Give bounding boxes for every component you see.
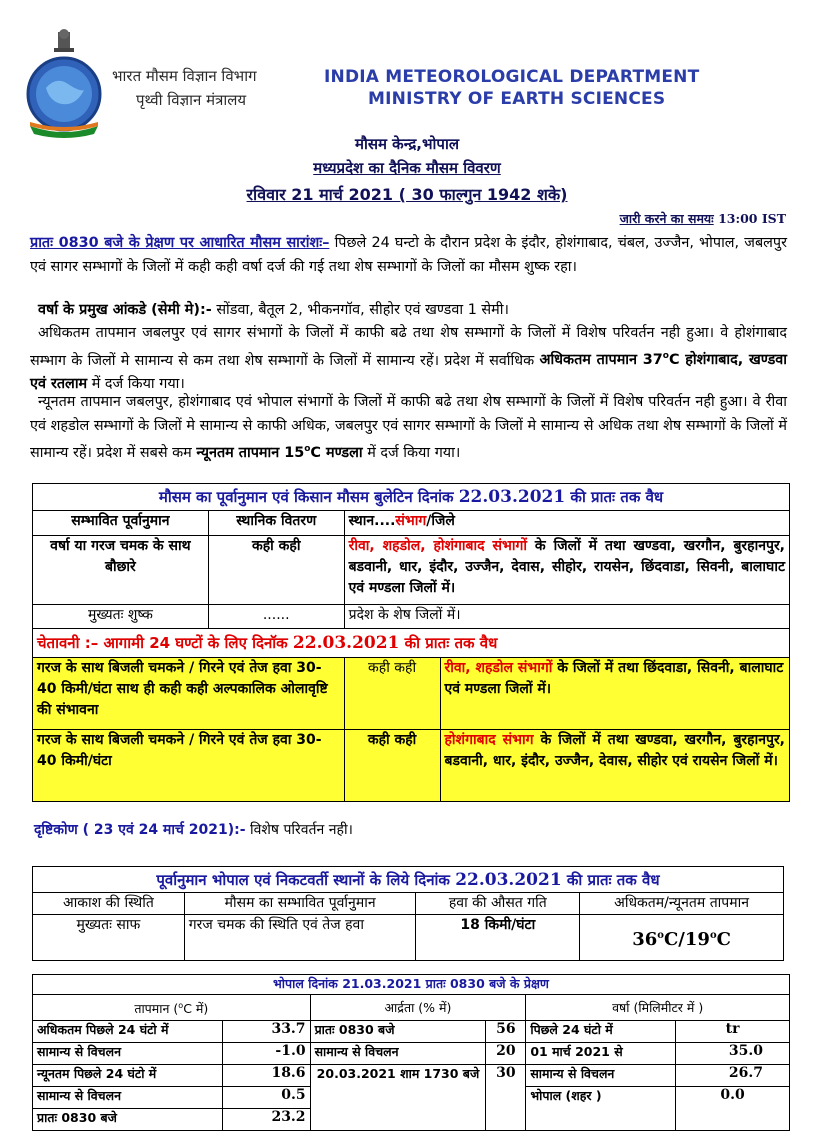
forecast-row1-distribution: कही कही <box>208 536 344 605</box>
observation-humidity-header: आर्द्रता (% में) <box>310 995 526 1021</box>
temp-row-label: प्रातः 0830 बजे <box>33 1109 223 1131</box>
degree-mark: o <box>304 444 311 454</box>
issue-label: जारी करने का समयः <box>619 211 714 226</box>
bhopal-header-wind: हवा की औसत गति <box>416 893 580 915</box>
max-temp-paragraph <box>30 322 787 396</box>
max-temp-end: में दर्ज किया गया। <box>91 375 185 392</box>
forecast-header-places-a: स्थान.... <box>348 513 396 529</box>
forecast-header-forecast: सम्भावित पूर्वानुमान <box>33 511 209 536</box>
bhopal-wind-value: 18 किमी/घंटा <box>416 915 580 961</box>
bhopal-title-a: पूर्वानुमान भोपाल एवं निकटवर्ती स्थानों के लिये दिनांक <box>156 870 450 889</box>
degree-mark: o <box>657 929 664 941</box>
forecast-title-date: 22.03.2021 <box>458 486 566 507</box>
globe-icon <box>28 58 100 130</box>
header-english-line2: MINISTRY OF EARTH SCIENCES <box>368 89 666 109</box>
forecast-row2-places: प्रदेश के शेष जिलों में। <box>344 605 789 629</box>
summary-text: पिछले 24 घन्टो के दौरान प्रदेश के इंदौर, होशंगाबाद, चंबल, उज्जैन, भोपाल, जबलपुर एवं सागर सम्भागों के जिलों में कही कही वर्षा दर्ज की गई तथा शेष सम्भागों के जिलों का मौसम शुष्क रहा। <box>30 235 787 275</box>
humidity-row-label: प्रातः 0830 बजे <box>310 1021 486 1043</box>
bhopal-title-b: की प्रातः तक वैध <box>566 870 660 889</box>
summary-heading: प्रातः 0830 बजे के प्रेक्षण पर आधारित मौसम सारांशः– <box>30 235 330 251</box>
issue-time <box>620 210 786 227</box>
bhopal-temp-min: 19 <box>684 928 710 950</box>
min-temp-text: न्यूनतम तापमान जबलपुर, होशंगाबाद एवं भोपाल संभागों के जिलों में काफी बढे तथा शेष सम्भागों के जिलों में विशेष परिवर्तन नही हुआ। वे रीवा एवं शहडोल सम्भागों के जिलों मे सामान्य से काफी अधिक, जबलपुर एवं सागर सम्भागों के जिलों मे सामान्य से अधिक तथा शेष सम्भागों के जिलों में सामान्य रहें। प्रदेश में सबसे कम <box>30 394 787 461</box>
forecast-row1-forecast: वर्षा या गरज चमक के साथ बौछारे <box>33 536 209 605</box>
forecast-title-a: मौसम का पूर्वानुमान एवं किसान मौसम बुलेटिन दिनांक <box>158 487 454 506</box>
min-temp-paragraph <box>30 391 787 465</box>
warning-row2-places-rest: के जिलों में तथा खण्डवा, खरगौन, बुरहानपुर, बडवानी, धार, इंदौर, उज्जैन, देवास, सीहोर एवं रायसेन जिलों में। <box>444 732 785 769</box>
bhopal-forecast-table <box>32 866 784 961</box>
rain-row-label: पिछले 24 घंटो में <box>526 1021 676 1043</box>
centre-title: मौसम केन्द्र,भोपाल <box>354 135 459 153</box>
warning-row1-phenomenon: गरज के साथ बिजली चमकने / गिरने एवं तेज हवा 30-40 किमी/घंटा साथ ही कही कही अल्पकालिक ओलावृष्टि की संभावना <box>33 658 345 730</box>
forecast-row1-places-red: रीवा, शहडोल, होशंगाबाद संभागों <box>348 538 527 554</box>
temp-row-value: -1.0 <box>222 1043 310 1065</box>
header-hindi-line1: भारत मौसम विज्ञान विभाग <box>112 67 257 85</box>
warning-row2-places-red: होशंगाबाद संभाग <box>444 732 534 748</box>
temp-row-value: 18.6 <box>222 1065 310 1087</box>
humidity-row-value: 30 <box>486 1065 526 1131</box>
max-temp-text: अधिकतम तापमान जबलपुर एवं सागर संभागों के जिलों में काफी बढे तथा शेष सम्भागों के जिलों में विशेष परिवर्तन नही हुआ। वे होशंगाबाद सम्भाग के जिलों मे सामान्य से कम तथा शेष सम्भागों के जिलों में सामान्य रहें। प्रदेश में सर्वाधिक <box>30 325 787 369</box>
warning-row1-places-rest: के जिलों में तथा छिंदवाडा, सिवनी, बालाघाट एवं मण्डला जिलों में। <box>444 660 784 697</box>
rain-stats <box>38 299 788 323</box>
bhopal-header-weather: मौसम का सम्भावित पूर्वानुमान <box>184 893 416 915</box>
rain-row-value: 26.7 <box>676 1065 790 1087</box>
min-temp-highlight <box>196 445 362 461</box>
degree-mark: o <box>662 351 669 362</box>
forecast-header-places-c: /जिले <box>426 513 455 529</box>
bhopal-header-temp: अधिकतम/न्यूनतम तापमान <box>580 893 784 915</box>
rain-row-value: 0.0 <box>676 1087 790 1131</box>
warning-row2-distribution: कही कही <box>344 730 440 802</box>
rain-row-label: भोपाल (शहर ) <box>526 1087 676 1131</box>
forecast-row2-distribution: ...... <box>208 605 344 629</box>
rain-row-value: 35.0 <box>676 1043 790 1065</box>
min-temp-highlight-a: न्यूनतम तापमान 15 <box>196 444 305 461</box>
outlook-label: दृष्टिकोण ( 23 एवं 24 मार्च 2021):- <box>34 822 246 838</box>
header-hindi-line2: पृथ्वी विज्ञान मंत्रालय <box>136 91 247 109</box>
forecast-row2-forecast: मुख्यतः शुष्क <box>33 605 209 629</box>
temp-row-value: 33.7 <box>222 1021 310 1043</box>
temp-header-b: C में) <box>183 1001 209 1017</box>
bhopal-header-sky: आकाश की स्थिति <box>33 893 185 915</box>
temp-row-label: अधिकतम पिछले 24 घंटो में <box>33 1021 223 1043</box>
warning-title-a: चेतावनी :– आगामी 24 घण्टों के लिए दिनॉक <box>37 633 288 652</box>
humidity-row-label: सामान्य से विचलन <box>310 1043 486 1065</box>
warning-row1-places-red: रीवा, शहडोल संभागों <box>444 660 553 676</box>
bhopal-title-date: 22.03.2021 <box>455 869 562 890</box>
degree-mark: o <box>709 929 717 941</box>
warning-row2-phenomenon: गरज के साथ बिजली चमकने / गिरने एवं तेज हवा 30-40 किमी/घंटा <box>33 730 345 802</box>
temp-header-a: तापमान ( <box>134 1001 179 1017</box>
bhopal-weather-value: गरज चमक की स्थिति एवं तेज हवा <box>184 915 416 961</box>
observation-rain-header: वर्षा (मिलिमीटर में ) <box>526 995 790 1021</box>
report-date: रविवार 21 मार्च 2021 ( 30 फाल्गुन 1942 शके) <box>246 185 568 204</box>
bhopal-forecast-title <box>33 867 784 893</box>
temp-row-label: न्यूनतम पिछले 24 घंटो में <box>33 1065 223 1087</box>
temp-row-value: 23.2 <box>222 1109 310 1131</box>
rain-row-label: 01 मार्च 2021 से <box>526 1043 676 1065</box>
humidity-row-label: 20.03.2021 शाम 1730 बजे <box>310 1065 486 1131</box>
summary-paragraph <box>30 232 787 279</box>
bhopal-temp-value <box>580 915 784 961</box>
rain-stats-text: सोंडवा, बैतूल 2, भीकनगॉव, सीहोर एवं खण्डवा 1 सेमी। <box>216 302 509 318</box>
warning-row1-places <box>440 658 790 730</box>
forecast-title <box>33 484 790 511</box>
min-temp-highlight-b: C मण्डला <box>310 444 363 461</box>
forecast-title-b: की प्रातः तक वैध <box>570 487 664 506</box>
warning-row2-places <box>440 730 790 802</box>
temp-row-label: सामान्य से विचलन <box>33 1087 223 1109</box>
warning-title-date: 22.03.2021 <box>292 632 400 653</box>
degree-mark: o <box>178 1001 184 1011</box>
forecast-table <box>32 483 790 802</box>
forecast-header-distribution: स्थानिक वितरण <box>208 511 344 536</box>
warning-title-b: की प्रातः तक वैध <box>404 633 498 652</box>
forecast-row1-places-rest: के जिलों में तथा खण्डवा, खरगौन, बुरहानपुर, बडवानी, धार, इंदौर, उज्जैन, देवास, सीहोर, रायसेन, छिंदवाडा, सिवनी, बालाघाट एवं मण्डला जिलों में। <box>348 538 785 596</box>
observation-table <box>32 974 790 1131</box>
min-temp-end: में दर्ज किया गया। <box>367 444 461 461</box>
observation-temp-header <box>33 995 311 1021</box>
warning-row1-distribution: कही कही <box>344 658 440 730</box>
temp-row-label: सामान्य से विचलन <box>33 1043 223 1065</box>
bhopal-temp-max: 36 <box>632 928 658 950</box>
bhopal-temp-unit: C <box>716 928 731 950</box>
rain-row-value: tr <box>676 1021 790 1043</box>
temp-row-value: 0.5 <box>222 1087 310 1109</box>
bhopal-temp-sep: / <box>678 928 685 950</box>
rain-stats-label: वर्षा के प्रमुख आंकडे (सेमी मे):- <box>38 302 212 318</box>
forecast-row1-places <box>344 536 789 605</box>
bhopal-temp-unit: C <box>663 928 679 950</box>
emblem-icon <box>54 29 74 52</box>
forecast-header-places-b: संभाग <box>395 513 427 529</box>
observation-title: भोपाल दिनांक 21.03.2021 प्रातः 0830 बजे के प्रेक्षण <box>33 975 790 995</box>
max-temp-highlight-b: C होशंगाबाद, खण्डवा एवं रतलाम <box>30 352 788 392</box>
report-title: मध्यप्रदेश का दैनिक मौसम विवरण <box>313 159 501 177</box>
outlook-text: विशेष परिवर्तन नही। <box>249 822 353 838</box>
max-temp-highlight-a: अधिकतम तापमान 37 <box>539 352 663 369</box>
outlook <box>34 820 353 839</box>
forecast-header-places <box>344 511 789 536</box>
humidity-row-value: 56 <box>486 1021 526 1043</box>
rain-row-label: सामान्य से विचलन <box>526 1065 676 1087</box>
humidity-row-value: 20 <box>486 1043 526 1065</box>
issue-time-value: 13:00 IST <box>718 211 786 226</box>
imd-logo <box>24 28 104 138</box>
bhopal-sky-value: मुख्यतः साफ <box>33 915 185 961</box>
warning-title <box>33 629 790 658</box>
header-english-line1: INDIA METEOROLOGICAL DEPARTMENT <box>324 67 700 87</box>
